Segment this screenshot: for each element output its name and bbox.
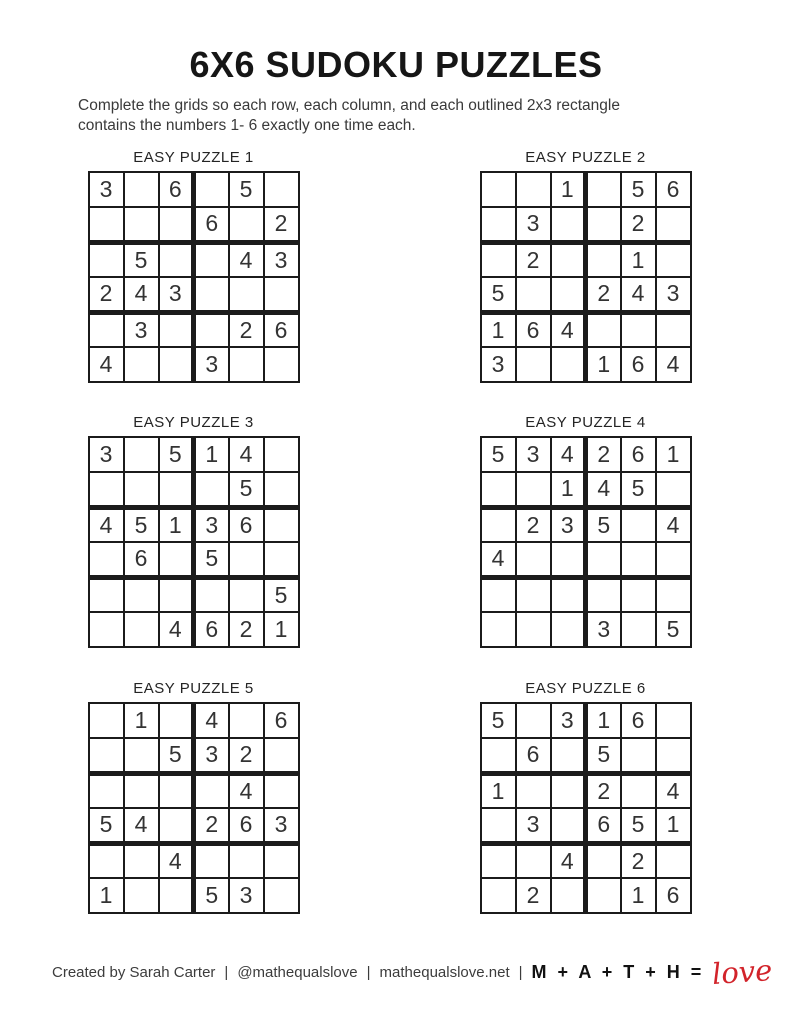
sudoku-cell-given: 3 bbox=[481, 347, 516, 382]
sudoku-cell-given: 2 bbox=[586, 277, 621, 312]
sudoku-cell-empty bbox=[159, 773, 194, 808]
puzzle-title: EASY PUZZLE 6 bbox=[525, 680, 646, 697]
sudoku-cell-empty bbox=[89, 472, 124, 507]
sudoku-cell-given: 3 bbox=[516, 437, 551, 472]
sudoku-cell-empty bbox=[264, 878, 299, 913]
sudoku-cell-given: 6 bbox=[194, 207, 229, 242]
sudoku-cell-given: 5 bbox=[229, 472, 264, 507]
sudoku-cell-given: 1 bbox=[656, 808, 691, 843]
sudoku-cell-empty bbox=[159, 312, 194, 347]
sudoku-cell-empty bbox=[124, 472, 159, 507]
sudoku-cell-empty bbox=[229, 843, 264, 878]
sudoku-cell-given: 5 bbox=[89, 808, 124, 843]
sudoku-cell-empty bbox=[229, 347, 264, 382]
sudoku-cell-empty bbox=[264, 507, 299, 542]
puzzle-block bbox=[472, 680, 699, 914]
sudoku-cell-given: 5 bbox=[621, 808, 656, 843]
sudoku-cell-empty bbox=[516, 172, 551, 207]
sudoku-cell-given: 1 bbox=[586, 347, 621, 382]
sudoku-cell-empty bbox=[124, 878, 159, 913]
sudoku-cell-given: 6 bbox=[229, 507, 264, 542]
sudoku-cell-given: 6 bbox=[656, 878, 691, 913]
sudoku-cell-empty bbox=[89, 312, 124, 347]
sudoku-cell-given: 2 bbox=[516, 878, 551, 913]
sudoku-cell-empty bbox=[481, 843, 516, 878]
sudoku-cell-empty bbox=[551, 738, 586, 773]
sudoku-cell-given: 6 bbox=[621, 347, 656, 382]
sudoku-cell-empty bbox=[124, 437, 159, 472]
sudoku-cell-empty bbox=[551, 347, 586, 382]
sudoku-row bbox=[89, 703, 299, 738]
sudoku-cell-given: 3 bbox=[264, 242, 299, 277]
sudoku-cell-given: 5 bbox=[159, 738, 194, 773]
math-equation: M + A + T + H = bbox=[531, 962, 705, 982]
sudoku-cell-empty bbox=[516, 843, 551, 878]
sudoku-cell-empty bbox=[656, 577, 691, 612]
sudoku-cell-given: 3 bbox=[124, 312, 159, 347]
sudoku-cell-empty bbox=[159, 703, 194, 738]
sudoku-cell-given: 5 bbox=[264, 577, 299, 612]
sudoku-cell-empty bbox=[481, 738, 516, 773]
sudoku-cell-given: 1 bbox=[586, 703, 621, 738]
sudoku-cell-empty bbox=[264, 277, 299, 312]
sudoku-cell-empty bbox=[551, 612, 586, 647]
sudoku-cell-empty bbox=[159, 207, 194, 242]
sudoku-cell-empty bbox=[159, 542, 194, 577]
sudoku-cell-empty bbox=[124, 347, 159, 382]
sudoku-cell-empty bbox=[656, 542, 691, 577]
sudoku-cell-empty bbox=[159, 242, 194, 277]
sudoku-cell-given: 4 bbox=[229, 242, 264, 277]
puzzle-block bbox=[472, 414, 699, 648]
sudoku-cell-empty bbox=[481, 577, 516, 612]
sudoku-cell-empty bbox=[89, 207, 124, 242]
sudoku-cell-given: 2 bbox=[586, 437, 621, 472]
sudoku-cell-empty bbox=[481, 172, 516, 207]
sudoku-cell-empty bbox=[656, 738, 691, 773]
sudoku-cell-empty bbox=[229, 207, 264, 242]
sudoku-cell-given: 2 bbox=[586, 773, 621, 808]
sudoku-cell-given: 2 bbox=[229, 612, 264, 647]
sudoku-cell-empty bbox=[124, 773, 159, 808]
sudoku-row bbox=[89, 347, 299, 382]
sudoku-cell-empty bbox=[264, 437, 299, 472]
sudoku-cell-empty bbox=[194, 577, 229, 612]
sudoku-cell-empty bbox=[481, 472, 516, 507]
sudoku-row bbox=[89, 577, 299, 612]
sudoku-cell-given: 4 bbox=[159, 612, 194, 647]
sudoku-cell-given: 6 bbox=[516, 312, 551, 347]
sudoku-cell-given: 3 bbox=[194, 738, 229, 773]
sudoku-cell-empty bbox=[89, 703, 124, 738]
sudoku-cell-given: 4 bbox=[656, 347, 691, 382]
sudoku-cell-empty bbox=[264, 738, 299, 773]
sudoku-cell-given: 5 bbox=[194, 878, 229, 913]
sudoku-cell-given: 2 bbox=[264, 207, 299, 242]
sudoku-cell-given: 4 bbox=[194, 703, 229, 738]
sudoku-cell-empty bbox=[656, 312, 691, 347]
sudoku-row bbox=[89, 172, 299, 207]
puzzle-block bbox=[472, 149, 699, 383]
sudoku-row bbox=[89, 472, 299, 507]
sudoku-cell-empty bbox=[586, 542, 621, 577]
sudoku-cell-given: 2 bbox=[89, 277, 124, 312]
sudoku-cell-empty bbox=[89, 542, 124, 577]
sudoku-cell-given: 3 bbox=[159, 277, 194, 312]
sudoku-row bbox=[481, 878, 691, 913]
sudoku-cell-given: 3 bbox=[516, 207, 551, 242]
sudoku-cell-empty bbox=[516, 347, 551, 382]
sudoku-cell-given: 4 bbox=[89, 507, 124, 542]
sudoku-cell-given: 3 bbox=[586, 612, 621, 647]
sudoku-cell-given: 3 bbox=[551, 507, 586, 542]
sudoku-cell-given: 6 bbox=[159, 172, 194, 207]
sudoku-grid bbox=[88, 702, 300, 914]
sudoku-cell-given: 5 bbox=[481, 437, 516, 472]
sudoku-cell-empty bbox=[229, 542, 264, 577]
sudoku-cell-empty bbox=[159, 577, 194, 612]
sudoku-row bbox=[89, 878, 299, 913]
sudoku-cell-given: 1 bbox=[551, 472, 586, 507]
sudoku-cell-empty bbox=[264, 773, 299, 808]
sudoku-cell-empty bbox=[621, 612, 656, 647]
sudoku-row bbox=[481, 808, 691, 843]
sudoku-row bbox=[89, 242, 299, 277]
sudoku-cell-empty bbox=[89, 242, 124, 277]
sudoku-cell-empty bbox=[89, 577, 124, 612]
sudoku-cell-empty bbox=[159, 472, 194, 507]
sudoku-cell-given: 1 bbox=[264, 612, 299, 647]
sudoku-row bbox=[89, 507, 299, 542]
sudoku-cell-given: 1 bbox=[481, 312, 516, 347]
sudoku-cell-empty bbox=[656, 242, 691, 277]
sudoku-cell-given: 1 bbox=[621, 878, 656, 913]
website-text: mathequalslove.net bbox=[379, 964, 510, 981]
sudoku-cell-given: 5 bbox=[124, 242, 159, 277]
sudoku-grid bbox=[88, 171, 300, 383]
sudoku-cell-given: 5 bbox=[481, 277, 516, 312]
sudoku-row bbox=[481, 312, 691, 347]
sudoku-cell-given: 1 bbox=[194, 437, 229, 472]
sudoku-cell-empty bbox=[194, 773, 229, 808]
puzzle-title: EASY PUZZLE 1 bbox=[133, 149, 254, 166]
sudoku-cell-given: 5 bbox=[586, 738, 621, 773]
sudoku-cell-empty bbox=[656, 843, 691, 878]
love-script: love bbox=[711, 952, 774, 992]
sudoku-cell-empty bbox=[586, 577, 621, 612]
sudoku-cell-given: 3 bbox=[194, 347, 229, 382]
sudoku-cell-empty bbox=[264, 542, 299, 577]
sudoku-cell-given: 2 bbox=[229, 738, 264, 773]
puzzle-title: EASY PUZZLE 4 bbox=[525, 414, 646, 431]
sudoku-cell-given: 2 bbox=[516, 507, 551, 542]
sudoku-cell-given: 4 bbox=[621, 277, 656, 312]
footer bbox=[52, 952, 774, 992]
sudoku-cell-given: 1 bbox=[656, 437, 691, 472]
sudoku-cell-empty bbox=[229, 277, 264, 312]
sudoku-grid bbox=[480, 702, 692, 914]
sudoku-cell-given: 5 bbox=[586, 507, 621, 542]
sudoku-cell-empty bbox=[264, 843, 299, 878]
sudoku-cell-empty bbox=[516, 577, 551, 612]
sudoku-row bbox=[481, 703, 691, 738]
sudoku-cell-given: 3 bbox=[516, 808, 551, 843]
sudoku-cell-empty bbox=[194, 277, 229, 312]
sudoku-cell-empty bbox=[586, 172, 621, 207]
sudoku-row bbox=[481, 277, 691, 312]
sudoku-cell-given: 1 bbox=[159, 507, 194, 542]
sudoku-cell-empty bbox=[481, 507, 516, 542]
sudoku-cell-empty bbox=[89, 612, 124, 647]
sudoku-cell-empty bbox=[194, 472, 229, 507]
sudoku-row bbox=[89, 843, 299, 878]
sudoku-cell-empty bbox=[124, 843, 159, 878]
sudoku-row bbox=[481, 612, 691, 647]
sudoku-cell-empty bbox=[264, 472, 299, 507]
page-title: 6X6 SUDOKU PUZZLES bbox=[189, 44, 603, 85]
puzzle-title: EASY PUZZLE 2 bbox=[525, 149, 646, 166]
sudoku-cell-given: 4 bbox=[656, 773, 691, 808]
sudoku-cell-given: 3 bbox=[551, 703, 586, 738]
sudoku-cell-given: 1 bbox=[124, 703, 159, 738]
sudoku-row bbox=[481, 773, 691, 808]
sudoku-cell-empty bbox=[159, 878, 194, 913]
sudoku-row bbox=[89, 612, 299, 647]
sudoku-cell-empty bbox=[586, 878, 621, 913]
sudoku-cell-empty bbox=[194, 312, 229, 347]
sudoku-cell-given: 5 bbox=[159, 437, 194, 472]
sudoku-cell-empty bbox=[89, 843, 124, 878]
sudoku-cell-given: 4 bbox=[229, 773, 264, 808]
puzzle-block bbox=[80, 414, 307, 648]
sudoku-cell-given: 2 bbox=[194, 808, 229, 843]
sudoku-cell-given: 3 bbox=[264, 808, 299, 843]
sudoku-grid bbox=[480, 171, 692, 383]
sudoku-cell-given: 5 bbox=[656, 612, 691, 647]
sudoku-cell-empty bbox=[481, 612, 516, 647]
sudoku-cell-given: 4 bbox=[551, 843, 586, 878]
sudoku-row bbox=[89, 312, 299, 347]
sudoku-cell-empty bbox=[516, 703, 551, 738]
sudoku-cell-given: 6 bbox=[229, 808, 264, 843]
sudoku-cell-given: 5 bbox=[194, 542, 229, 577]
sudoku-grid bbox=[480, 436, 692, 648]
sudoku-cell-given: 6 bbox=[621, 703, 656, 738]
sudoku-cell-empty bbox=[516, 773, 551, 808]
sudoku-row bbox=[89, 808, 299, 843]
sudoku-cell-empty bbox=[516, 542, 551, 577]
sudoku-cell-empty bbox=[124, 738, 159, 773]
sudoku-cell-empty bbox=[194, 242, 229, 277]
sudoku-cell-given: 4 bbox=[551, 437, 586, 472]
sudoku-cell-empty bbox=[124, 172, 159, 207]
sudoku-row bbox=[481, 347, 691, 382]
sudoku-cell-empty bbox=[551, 242, 586, 277]
sudoku-cell-empty bbox=[264, 347, 299, 382]
sudoku-cell-given: 4 bbox=[124, 277, 159, 312]
puzzle-title: EASY PUZZLE 3 bbox=[133, 414, 254, 431]
sudoku-cell-given: 3 bbox=[89, 437, 124, 472]
sudoku-cell-empty bbox=[621, 507, 656, 542]
sudoku-cell-empty bbox=[516, 277, 551, 312]
sudoku-row bbox=[481, 738, 691, 773]
sudoku-cell-given: 5 bbox=[621, 172, 656, 207]
sudoku-cell-given: 6 bbox=[621, 437, 656, 472]
sudoku-row bbox=[481, 472, 691, 507]
sudoku-cell-given: 2 bbox=[621, 843, 656, 878]
sudoku-row bbox=[481, 577, 691, 612]
sudoku-cell-given: 3 bbox=[89, 172, 124, 207]
sudoku-cell-empty bbox=[124, 612, 159, 647]
sudoku-cell-empty bbox=[89, 773, 124, 808]
sudoku-cell-empty bbox=[194, 172, 229, 207]
sudoku-cell-empty bbox=[481, 808, 516, 843]
instructions bbox=[78, 96, 738, 137]
sudoku-row bbox=[481, 172, 691, 207]
sudoku-cell-empty bbox=[621, 542, 656, 577]
sudoku-cell-empty bbox=[621, 738, 656, 773]
sudoku-row bbox=[89, 207, 299, 242]
sudoku-cell-empty bbox=[586, 242, 621, 277]
sudoku-cell-empty bbox=[586, 843, 621, 878]
sudoku-row bbox=[481, 437, 691, 472]
sudoku-cell-empty bbox=[194, 843, 229, 878]
puzzle-block bbox=[80, 149, 307, 383]
sudoku-cell-empty bbox=[621, 577, 656, 612]
sudoku-row bbox=[481, 843, 691, 878]
sudoku-cell-given: 6 bbox=[194, 612, 229, 647]
sudoku-cell-empty bbox=[621, 312, 656, 347]
sudoku-grid bbox=[88, 436, 300, 648]
sudoku-cell-empty bbox=[551, 808, 586, 843]
sudoku-cell-empty bbox=[551, 542, 586, 577]
sudoku-cell-empty bbox=[516, 612, 551, 647]
pipe-separator: | bbox=[366, 964, 371, 981]
sudoku-row bbox=[481, 207, 691, 242]
sudoku-cell-given: 5 bbox=[124, 507, 159, 542]
sudoku-cell-given: 5 bbox=[481, 703, 516, 738]
sudoku-cell-empty bbox=[551, 277, 586, 312]
sudoku-row bbox=[89, 437, 299, 472]
sudoku-cell-empty bbox=[229, 577, 264, 612]
sudoku-row bbox=[481, 542, 691, 577]
sudoku-cell-given: 6 bbox=[124, 542, 159, 577]
sudoku-cell-empty bbox=[481, 207, 516, 242]
sudoku-cell-given: 4 bbox=[656, 507, 691, 542]
sudoku-cell-empty bbox=[89, 738, 124, 773]
sudoku-row bbox=[481, 242, 691, 277]
sudoku-cell-empty bbox=[551, 207, 586, 242]
sudoku-cell-empty bbox=[516, 472, 551, 507]
sudoku-cell-given: 6 bbox=[656, 172, 691, 207]
sudoku-cell-empty bbox=[656, 472, 691, 507]
sudoku-cell-given: 6 bbox=[516, 738, 551, 773]
sudoku-cell-empty bbox=[159, 347, 194, 382]
sudoku-row bbox=[89, 542, 299, 577]
sudoku-cell-given: 5 bbox=[229, 172, 264, 207]
sudoku-row bbox=[89, 277, 299, 312]
sudoku-cell-given: 4 bbox=[229, 437, 264, 472]
sudoku-cell-given: 6 bbox=[586, 808, 621, 843]
sudoku-cell-empty bbox=[264, 172, 299, 207]
sudoku-cell-given: 1 bbox=[551, 172, 586, 207]
sudoku-cell-given: 4 bbox=[159, 843, 194, 878]
sudoku-row bbox=[89, 738, 299, 773]
sudoku-cell-given: 4 bbox=[124, 808, 159, 843]
sudoku-cell-empty bbox=[229, 703, 264, 738]
sudoku-cell-empty bbox=[159, 808, 194, 843]
sudoku-cell-empty bbox=[124, 577, 159, 612]
sudoku-cell-empty bbox=[656, 703, 691, 738]
sudoku-cell-empty bbox=[481, 242, 516, 277]
sudoku-cell-given: 2 bbox=[516, 242, 551, 277]
sudoku-cell-given: 4 bbox=[586, 472, 621, 507]
sudoku-cell-given: 1 bbox=[481, 773, 516, 808]
sudoku-cell-given: 4 bbox=[89, 347, 124, 382]
sudoku-cell-empty bbox=[551, 773, 586, 808]
sudoku-cell-given: 4 bbox=[551, 312, 586, 347]
sudoku-cell-empty bbox=[551, 878, 586, 913]
sudoku-row bbox=[481, 507, 691, 542]
sudoku-cell-given: 6 bbox=[264, 703, 299, 738]
sudoku-cell-given: 6 bbox=[264, 312, 299, 347]
sudoku-cell-given: 2 bbox=[621, 207, 656, 242]
sudoku-cell-empty bbox=[481, 878, 516, 913]
sudoku-cell-empty bbox=[586, 312, 621, 347]
sudoku-cell-given: 4 bbox=[481, 542, 516, 577]
sudoku-cell-given: 3 bbox=[656, 277, 691, 312]
sudoku-cell-given: 1 bbox=[89, 878, 124, 913]
social-handle: @mathequalslove bbox=[237, 964, 358, 981]
sudoku-cell-empty bbox=[586, 207, 621, 242]
sudoku-row bbox=[89, 773, 299, 808]
sudoku-cell-given: 3 bbox=[194, 507, 229, 542]
instructions-line-1: Complete the grids so each row, each column, and each outlined 2x3 rectangle bbox=[78, 97, 620, 114]
pipe-separator: | bbox=[224, 964, 229, 981]
sudoku-cell-empty bbox=[621, 773, 656, 808]
credit-text: Created by Sarah Carter bbox=[52, 964, 216, 981]
puzzle-block bbox=[80, 680, 307, 914]
sudoku-cell-given: 1 bbox=[621, 242, 656, 277]
sudoku-cell-given: 2 bbox=[229, 312, 264, 347]
puzzle-title: EASY PUZZLE 5 bbox=[133, 680, 254, 697]
sudoku-cell-given: 3 bbox=[229, 878, 264, 913]
pipe-separator: | bbox=[518, 964, 523, 981]
sudoku-cell-empty bbox=[656, 207, 691, 242]
sudoku-cell-empty bbox=[124, 207, 159, 242]
sudoku-cell-given: 5 bbox=[621, 472, 656, 507]
instructions-line-2: contains the numbers 1- 6 exactly one time each. bbox=[78, 117, 416, 135]
sudoku-cell-empty bbox=[551, 577, 586, 612]
